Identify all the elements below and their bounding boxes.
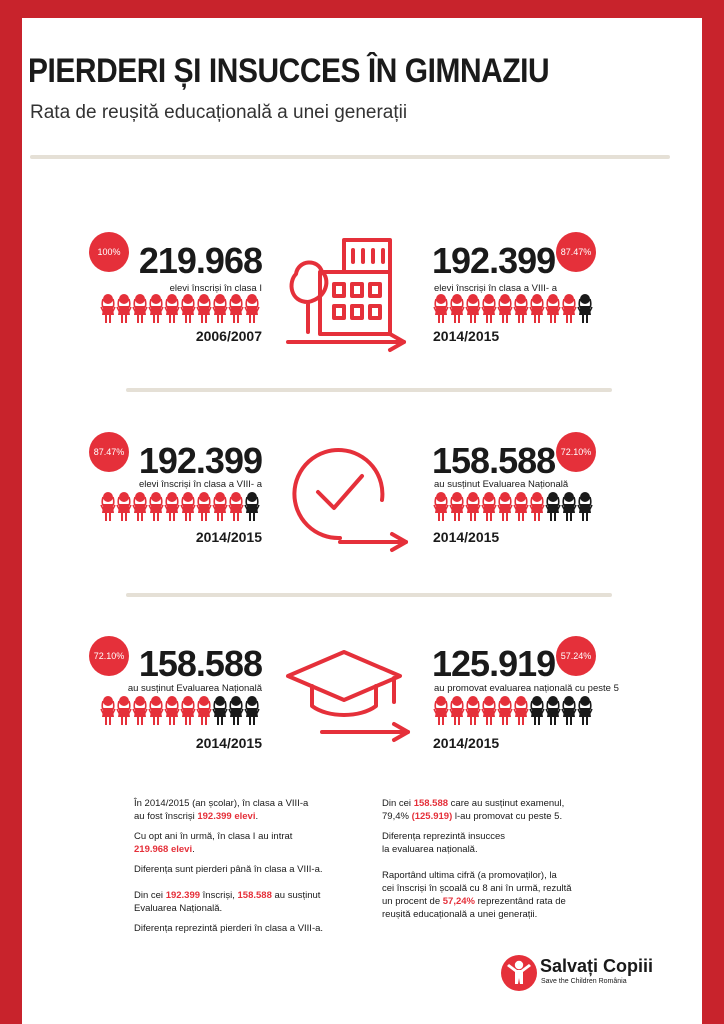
page-title: PIERDERI ȘI INSUCCES ÎN GIMNAZIU [28, 52, 550, 90]
salvati-copiii-logo [500, 952, 654, 998]
person-icon-black [578, 294, 592, 323]
person-icon-red [165, 696, 179, 725]
person-icon-red [498, 696, 512, 725]
people-row-left [100, 292, 262, 324]
person-icon-black [229, 696, 243, 725]
note-paragraph: Din cei 158.588 care au susținut examenul, 79,4% (125.919) l-au promovat cu peste 5. [382, 798, 565, 822]
person-icon-red [498, 294, 512, 323]
person-icon-red [165, 294, 179, 323]
person-icon-black [245, 492, 259, 521]
person-icon-red [530, 492, 544, 521]
person-icon-red [197, 294, 211, 323]
right-caption: elevi înscriși în clasa a VIII- a [434, 283, 558, 294]
left-year: 2014/2015 [195, 735, 262, 751]
people-row-right [433, 694, 595, 726]
people-pictogram [433, 694, 595, 726]
person-icon-red [197, 696, 211, 725]
right-year: 2014/2015 [433, 328, 500, 344]
person-icon-red [213, 294, 227, 323]
person-icon-red [181, 696, 195, 725]
left-year: 2014/2015 [195, 529, 262, 545]
note-paragraph: Cu opt ani în urmă, în clasa I au intrat 219.968 elevi. [134, 831, 293, 855]
person-icon-red [117, 294, 131, 323]
person-icon-red [450, 294, 464, 323]
person-icon-red [229, 492, 243, 521]
section-divider [126, 593, 612, 597]
right-number: 158.588 [432, 440, 556, 481]
person-icon-black [562, 696, 576, 725]
right-caption: au susținut Evaluarea Națională [434, 479, 569, 490]
header-divider [30, 155, 670, 159]
person-icon-red [197, 492, 211, 521]
right-year: 2014/2015 [433, 529, 500, 545]
note-paragraph: Diferența reprezintă insucces la evaluarea națională. [382, 831, 506, 855]
people-pictogram [433, 490, 595, 522]
person-icon-red [213, 492, 227, 521]
left-number: 192.399 [138, 440, 262, 481]
person-icon-red [101, 294, 115, 323]
checkmark-circle-icon [290, 442, 412, 554]
person-icon-red [514, 696, 528, 725]
person-icon-red [466, 696, 480, 725]
logo-subtitle: Save the Children România [541, 978, 627, 985]
percent-badge: 100% [89, 232, 129, 272]
person-icon-black [245, 696, 259, 725]
person-icon-red [133, 294, 147, 323]
people-pictogram [100, 694, 262, 726]
person-icon-red [229, 294, 243, 323]
person-icon-black [213, 696, 227, 725]
person-icon-red [514, 492, 528, 521]
note-paragraph: Diferența reprezintă pierderi în clasa a VIII-a. [134, 923, 324, 934]
person-icon-red [434, 696, 448, 725]
person-icon-black [546, 492, 560, 521]
left-year: 2006/2007 [195, 328, 262, 344]
percent-badge: 87.47% [556, 232, 596, 272]
person-icon-red [530, 294, 544, 323]
left-caption: elevi înscriși în clasa I [169, 283, 262, 294]
right-caption: au promovat evaluarea națională cu peste 5 [434, 683, 619, 694]
person-icon-black [546, 696, 560, 725]
percent-badge: 87.47% [89, 432, 129, 472]
person-icon-red [133, 492, 147, 521]
school-building-icon [278, 232, 410, 354]
person-icon-red [133, 696, 147, 725]
person-icon-red [482, 294, 496, 323]
person-icon-red [562, 294, 576, 323]
notes-right [382, 797, 622, 928]
person-icon-red [482, 696, 496, 725]
person-icon-red [434, 294, 448, 323]
person-icon-red [546, 294, 560, 323]
person-icon-red [181, 492, 195, 521]
child-figure-icon [500, 954, 538, 992]
note-paragraph: Diferența sunt pierderi până în clasa a VIII-a. [134, 864, 323, 875]
people-pictogram [433, 292, 595, 324]
right-number: 125.919 [432, 643, 556, 684]
person-icon-red [101, 492, 115, 521]
people-row-left [100, 694, 262, 726]
person-icon-red [101, 696, 115, 725]
person-icon-red [514, 294, 528, 323]
person-icon-red [466, 294, 480, 323]
person-icon-red [450, 696, 464, 725]
section-divider [126, 388, 612, 392]
person-icon-red [482, 492, 496, 521]
person-icon-red [434, 492, 448, 521]
person-icon-red [498, 492, 512, 521]
left-number: 158.588 [138, 643, 262, 684]
person-icon-red [466, 492, 480, 521]
person-icon-black [578, 492, 592, 521]
person-icon-red [149, 294, 163, 323]
percent-badge: 72.10% [556, 432, 596, 472]
logo-title: Salvați Copiii [540, 956, 654, 976]
people-pictogram [100, 490, 262, 522]
person-icon-black [578, 696, 592, 725]
person-icon-red [245, 294, 259, 323]
person-icon-black [562, 492, 576, 521]
people-row-left [100, 490, 262, 522]
person-icon-red [117, 492, 131, 521]
people-row-right [433, 490, 595, 522]
right-year: 2014/2015 [433, 735, 500, 751]
left-caption: au susținut Evaluarea Națională [127, 683, 262, 694]
person-icon-red [149, 696, 163, 725]
note-paragraph: Din cei 192.399 înscriși, 158.588 au susținut Evaluarea Națională. [134, 890, 321, 914]
people-row-right [433, 292, 595, 324]
note-paragraph: În 2014/2015 (an școlar), în clasa a VIII-a au fost înscriși 192.399 elevi. [134, 798, 309, 822]
left-caption: elevi înscriși în clasa a VIII- a [138, 479, 262, 490]
graduation-cap-icon [282, 644, 412, 744]
person-icon-red [181, 294, 195, 323]
note-paragraph: Raportând ultima cifră (a promovaților), la cei înscriși în școală cu 8 ani în urmă, rezultă un procent de 57,24% reprezentând rata de reușită educațională a unei generații. [382, 870, 572, 920]
notes-left [134, 797, 364, 942]
percent-badge: 72.10% [89, 636, 129, 676]
person-icon-red [165, 492, 179, 521]
page-subtitle: Rata de reușită educațională a unei generații [30, 102, 408, 123]
person-icon-black [530, 696, 544, 725]
left-number: 219.968 [138, 240, 262, 281]
percent-badge: 57.24% [556, 636, 596, 676]
person-icon-red [149, 492, 163, 521]
person-icon-red [450, 492, 464, 521]
people-pictogram [100, 292, 262, 324]
person-icon-red [117, 696, 131, 725]
right-number: 192.399 [432, 240, 556, 281]
